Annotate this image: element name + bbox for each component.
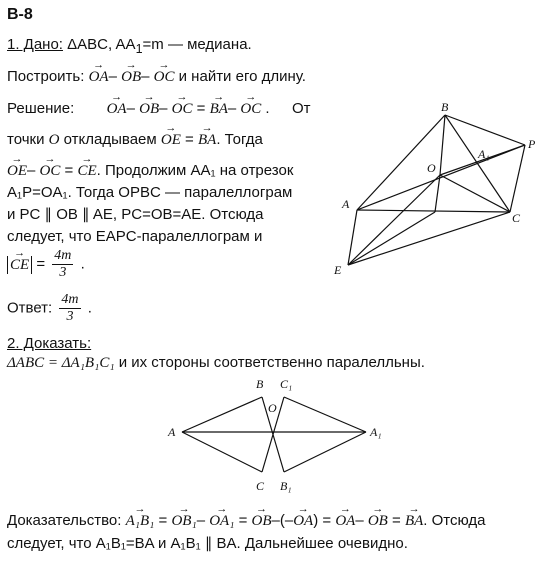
label-b: B [441, 100, 449, 114]
vector-oc-3: → OC [40, 162, 61, 180]
seg-pc [510, 145, 525, 212]
label-c: C [512, 211, 521, 225]
seg-ap [357, 145, 525, 210]
frac-num: 4m [54, 248, 72, 263]
point-o: O [48, 132, 60, 148]
proof-vec-a1b1: → A₁B₁ [126, 512, 155, 530]
task1-construct-line: Построить: → OA– → OB– → OC и найти его длину. [7, 68, 306, 86]
label-c2: C [256, 479, 265, 493]
sol-vector-ob: → OB [139, 100, 159, 118]
proof-vec-ba: → BA [405, 512, 423, 530]
sol-vector-oc2: → OC [240, 100, 261, 118]
task1-solution-line: Решение: → OA– → OB– → OC = → BA– → OC . [7, 100, 270, 118]
fraction-4m-3 [52, 248, 73, 281]
proof-vec-oa: → OA [293, 512, 313, 530]
label-a1-2: A₁ [370, 425, 382, 439]
seg-eo [348, 175, 440, 265]
answer-num: 4m [61, 292, 79, 307]
task2-proof-line: Доказательство: → A₁B₁ = → OB₁– → OA₁ = → OB–(–→ OA) = → OA– → OB = → BA. Отсюда [7, 512, 486, 530]
vector-ba: → BA [198, 131, 216, 149]
answer-den: 3 [66, 309, 74, 324]
given-triangle: ΔABC [67, 36, 109, 53]
given-median: AA [115, 36, 136, 53]
seg-ec [348, 212, 510, 265]
text-otkladyvaem: откладываем [63, 131, 157, 148]
seg-ac [357, 210, 510, 212]
text-togda: . Тогда [216, 131, 263, 148]
label-b1: B₁ [280, 479, 292, 493]
figure-1-parallelogram [330, 100, 540, 280]
proof-tail: . Отсюда [423, 512, 486, 529]
task1-line5: A₁P=OA₁. Тогда OPBC — паралеллограм [7, 184, 293, 201]
solution-from: От [292, 100, 311, 117]
seg-oc [440, 175, 510, 212]
label-e: E [334, 263, 342, 277]
given-median-sub: 1 [135, 42, 143, 56]
proof-vec-oa-2: → OA [335, 512, 355, 530]
figure-2-triangles [160, 372, 390, 497]
text-prodolzhim: . Продолжим AA₁ на отрезок [96, 162, 294, 179]
task1-given-line: 1. Дано: ΔABC, $AA_1=m$ — медиана. [7, 36, 252, 56]
seg-a1c1 [284, 397, 366, 432]
construct-label: Построить: [7, 68, 85, 85]
seg-ac [182, 432, 262, 472]
frac-den: 3 [59, 265, 67, 280]
page-title: В-8 [7, 6, 33, 23]
seg-bo [440, 115, 445, 175]
vector-oe: → OE [161, 131, 181, 149]
text-tochki: точки [7, 131, 45, 148]
answer-label: Ответ: [7, 299, 53, 317]
sol-vector-oa: → OA [107, 100, 127, 118]
construct-rest: и найти его длину. [178, 68, 306, 85]
sol-vector-ba: → BA [210, 100, 228, 118]
proof-vec-ob1: → OB₁ [171, 512, 196, 530]
task1-line4: → OE– → OC = → CE. Продолжим AA₁ на отрезок [7, 162, 293, 180]
label-o2: O [268, 401, 277, 415]
proof-vec-oa1: → OA₁ [209, 512, 234, 530]
proof-label: Доказательство: [7, 512, 122, 529]
vector-ce-abs: → CE [10, 256, 29, 274]
task1-answer: Ответ: $\frac{4m}{3}$ . [7, 292, 92, 324]
solution-label: Решение: [7, 100, 75, 117]
label-a2: A [168, 425, 176, 439]
label-a: A [342, 197, 350, 211]
given-median-eq: =m — медиана. [142, 36, 252, 53]
task1-line3: точки O откладываем → OE = → BA. Тогда [7, 131, 263, 149]
seg-bp [445, 115, 525, 145]
task1-line8: → CE = $\frac{4m}{3}$ . [7, 248, 85, 281]
seg-ab [182, 397, 262, 432]
task2-statement [7, 354, 425, 372]
label-o: O [427, 161, 436, 175]
task1-line7: следует, что EAPC-паралеллограм и [7, 228, 263, 245]
proof-vec-ob-2: → OB [368, 512, 388, 530]
task2-title: 2. Доказать: [7, 335, 92, 352]
vector-oe-2: → OE [7, 162, 27, 180]
statement-rest: и их стороны соответственно паралелльны. [118, 354, 425, 371]
label-p: P [528, 137, 536, 151]
sol-vector-oc: → OC [172, 100, 193, 118]
label-b2: B [256, 377, 264, 391]
label-a1: A₁ [478, 147, 490, 161]
vector-ce: → CE [77, 162, 96, 180]
seg-a1b1 [284, 432, 366, 472]
seg-o-down [435, 175, 440, 212]
answer-fraction [59, 292, 80, 325]
task1-line6: и PC ∥ OB ∥ AE, PC=OB=AE. Отсюда [7, 206, 264, 223]
vector-oa: → OA [89, 68, 109, 86]
given-label: 1. Дано: [7, 36, 63, 53]
vector-oc: → OC [154, 68, 175, 86]
statement-triangles: ΔABC = ΔA₁B₁C₁ [7, 355, 115, 371]
seg-mid-e [348, 212, 435, 265]
proof-vec-ob: → OB [252, 512, 272, 530]
label-c1: C₁ [280, 377, 293, 391]
task2-proof-line2: следует, что A₁B₁=BA и A₁B₁ ∥ BA. Дальнейшее очевидно. [7, 535, 408, 552]
vector-ob: → OB [121, 68, 141, 86]
